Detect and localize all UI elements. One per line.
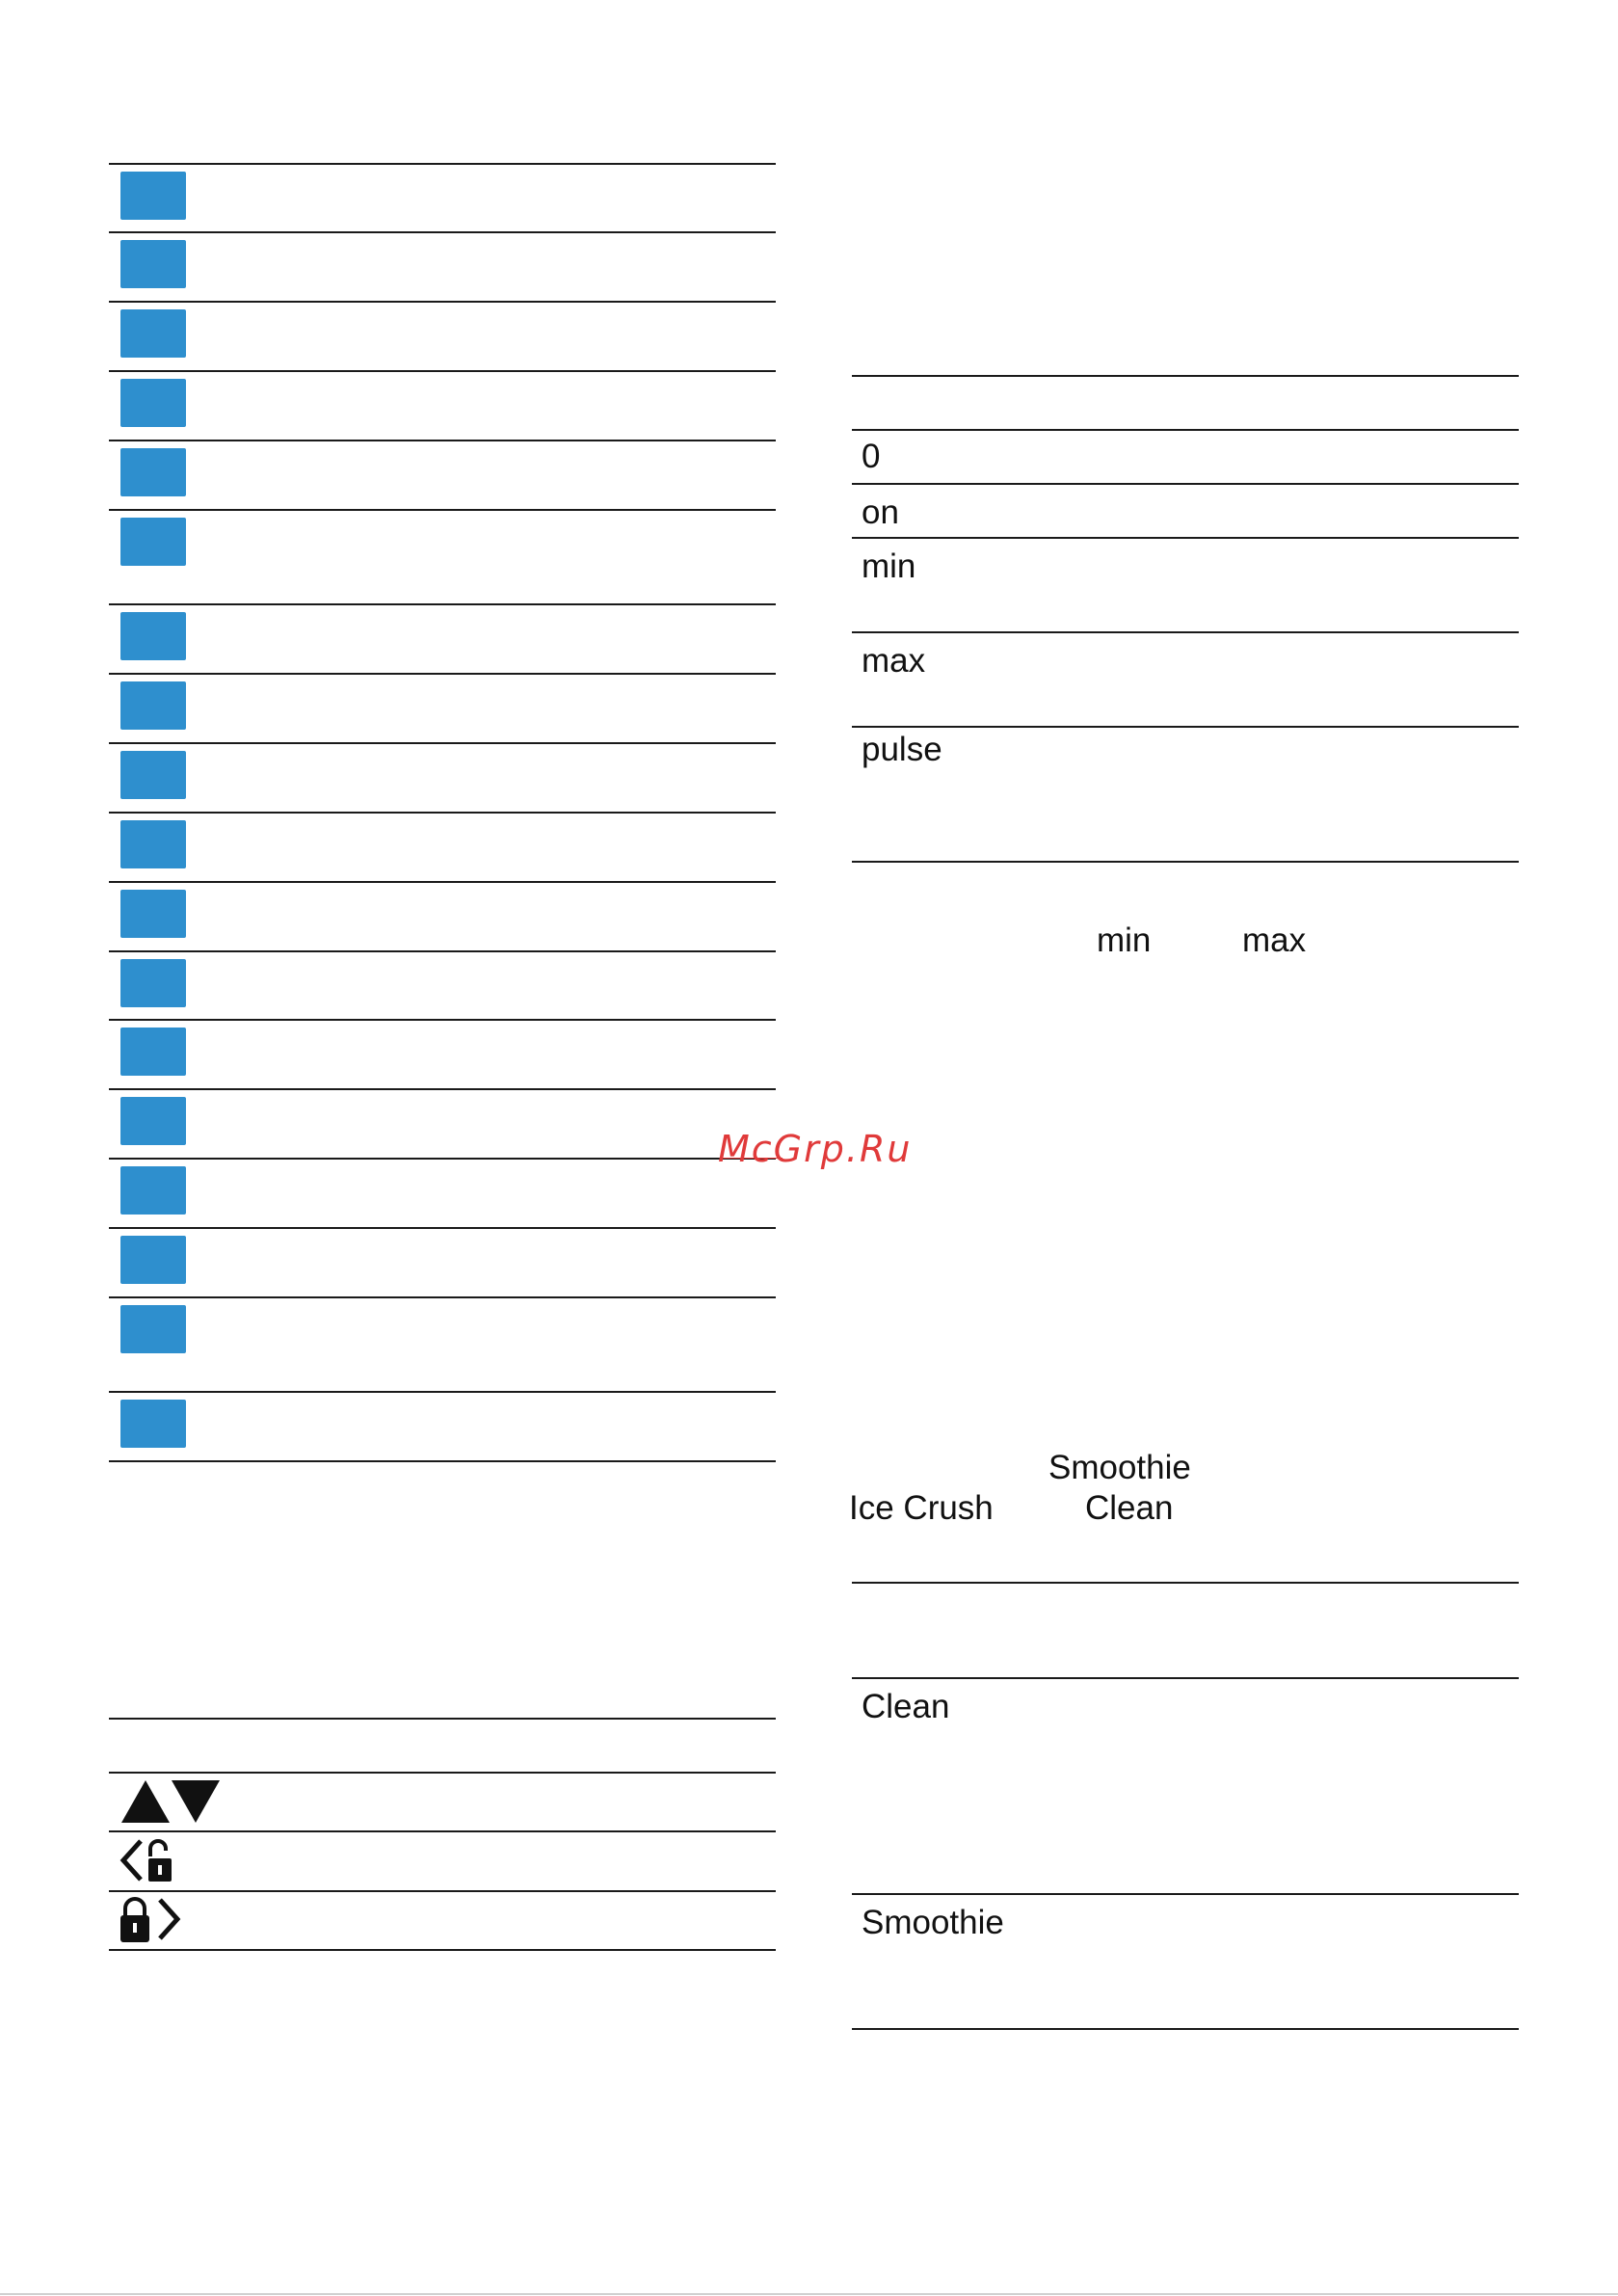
blue-marker [120,612,186,660]
left-table-rule [109,509,776,511]
left-symbol-table-rule [109,1718,776,1720]
program-table-rule [852,1582,1519,1584]
left-table-rule [109,950,776,952]
left-table-rule [109,163,776,165]
blue-marker [120,448,186,496]
left-symbol-table-rule [109,1772,776,1774]
left-table-rule [109,812,776,814]
blue-marker [120,681,186,730]
left-table-rule [109,1460,776,1462]
watermark: McGrp.Ru [718,1128,913,1170]
speed-table-rule [852,429,1519,431]
blue-marker [120,890,186,938]
left-table-rule [109,440,776,441]
blue-marker [120,309,186,358]
left-table-rule [109,1391,776,1393]
left-table-rule [109,1296,776,1298]
program-clean-label: Clean [1085,1489,1174,1527]
blue-marker [120,1028,186,1076]
speed-range-max: max [1242,921,1307,959]
blue-marker [120,959,186,1007]
blue-marker [120,1400,186,1448]
left-table-rule [109,1088,776,1090]
speed-label-pulse: pulse [862,731,942,768]
program-row-clean: Clean [862,1688,950,1725]
blue-marker [120,1236,186,1284]
speed-table-rule [852,861,1519,863]
program-table-rule [852,2028,1519,2030]
left-table-rule [109,1158,776,1160]
back-unlock-icon [118,1837,179,1885]
speed-table-rule [852,375,1519,377]
speed-table-rule [852,631,1519,633]
blue-marker [120,751,186,799]
left-table-rule [109,881,776,883]
left-table-rule [109,231,776,233]
left-table-rule [109,673,776,675]
speed-label-0: 0 [862,438,881,475]
speed-table-rule [852,483,1519,485]
blue-marker [120,379,186,427]
speed-table-rule [852,726,1519,728]
speed-label-min: min [862,547,916,585]
blue-marker [120,820,186,868]
left-table-rule [109,370,776,372]
blue-marker [120,1305,186,1353]
program-smoothie-label: Smoothie [1048,1449,1191,1486]
speed-table-rule [852,537,1519,539]
speed-label-on: on [862,494,899,531]
program-ice-crush-label: Ice Crush [849,1489,994,1527]
page-bottom-edge [0,2293,1618,2295]
speed-range-min: min [1097,921,1152,959]
blue-marker [120,1166,186,1215]
blue-marker [120,172,186,220]
blue-marker [120,240,186,288]
up-down-triangles-icon [119,1778,222,1825]
left-table-rule [109,1227,776,1229]
lock-forward-icon [118,1896,185,1944]
left-table-rule [109,742,776,744]
left-table-rule [109,603,776,605]
left-symbol-table-rule [109,1890,776,1892]
program-row-smoothie: Smoothie [862,1904,1004,1941]
blue-marker [120,518,186,566]
left-symbol-table-rule [109,1949,776,1951]
program-table-rule [852,1677,1519,1679]
blue-marker [120,1097,186,1145]
left-table-rule [109,301,776,303]
program-table-rule [852,1893,1519,1895]
left-symbol-table-rule [109,1830,776,1832]
speed-label-max: max [862,642,926,680]
left-table-rule [109,1019,776,1021]
